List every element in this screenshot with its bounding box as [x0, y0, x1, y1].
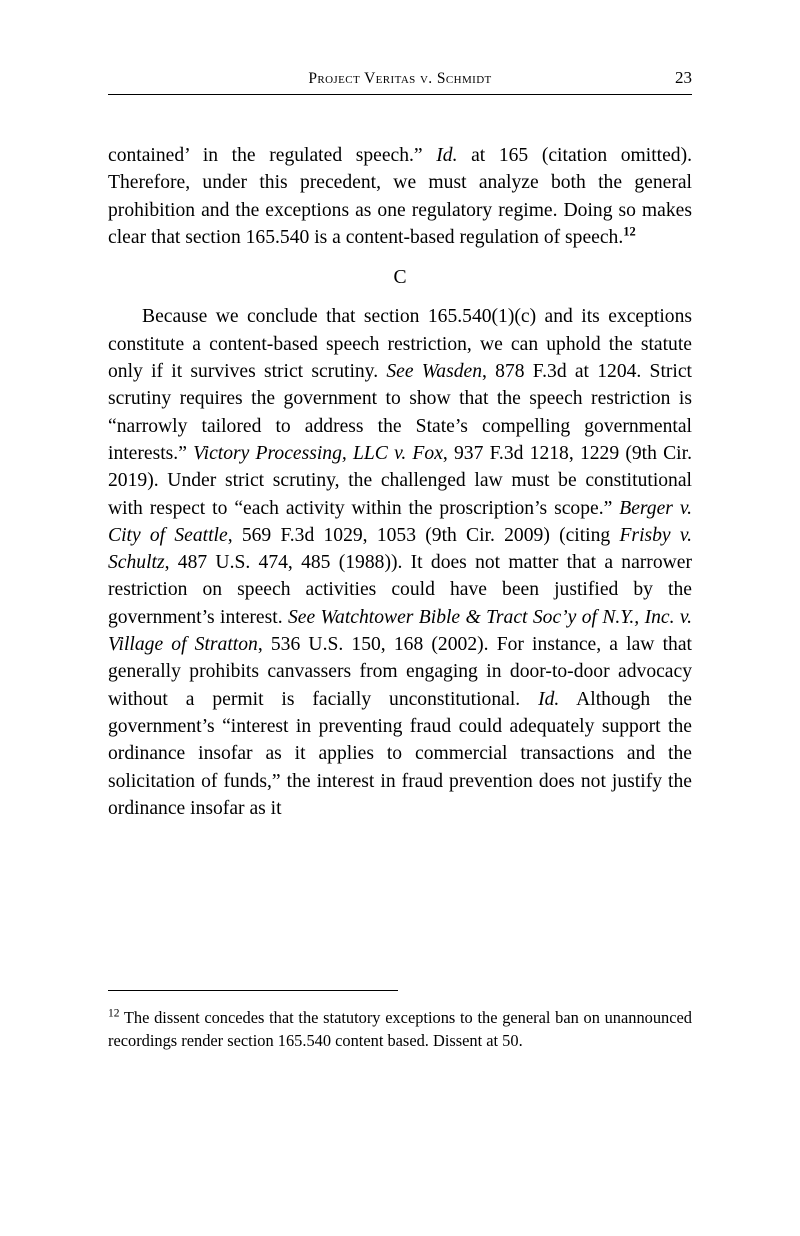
- p2-seg-4: , 569 F.3d 1029, 1053 (9th Cir. 2009) (citing: [227, 524, 620, 546]
- p2-cite-id: Id.: [538, 688, 560, 710]
- section-heading: C: [393, 267, 407, 289]
- footnote-reference-12: 12: [623, 224, 636, 239]
- paragraph-continuation: [108, 142, 692, 251]
- footnote-12: [108, 1007, 692, 1052]
- paragraph-1-italic-id: Id.: [436, 145, 458, 166]
- p2-cite-watchtower: See Watchtower Bible & Tract Soc’y of N.Y., Inc. v. Village of Stratton: [108, 606, 692, 656]
- p2-seg-5: , 487 U.S. 474, 485 (1988)). It does not matter that a narrower restriction on speech activities could have been justified by the government’s interest.: [108, 552, 692, 628]
- footnote-marker-12: 12: [108, 1007, 120, 1020]
- paragraph-1-pre: contained’ in the regulated speech.”: [108, 145, 437, 166]
- p2-seg-1: Because we conclude that section 165.540(1)(c) and its exceptions constitute a content-based speech restriction, we can uphold the statute only if it survives strict scrutiny.: [108, 306, 692, 383]
- p2-cite-wasden: See Wasden: [386, 361, 483, 383]
- paragraph-2: [108, 303, 692, 822]
- page-number: 23: [675, 68, 692, 87]
- p2-cite-victory-processing: Victory Processing, LLC v. Fox: [193, 442, 443, 464]
- page-header-row: [108, 70, 692, 88]
- p2-cite-frisby: Frisby v. Schultz: [108, 524, 692, 574]
- footnote-12-text: The dissent concedes that the statutory exceptions to the general ban on unannounced recordings render section 165.540 content based. Dissent at 50.: [108, 1008, 692, 1050]
- p2-seg-7: Although the government’s “interest in preventing fraud could adequately support the ordinance insofar as it applies to commercial transactions and the solicitation of funds,” the interest in fraud prevention does not justify the ordinance insofar as it: [108, 688, 692, 819]
- header-divider: [108, 94, 692, 95]
- p2-seg-2: , 878 F.3d at 1204. Strict scrutiny requires the government to show that the speech restriction is “narrowly tailored to address the State’s compelling governmental interests.”: [108, 361, 693, 464]
- footnote-area: [108, 990, 692, 1069]
- footnote-divider: [108, 990, 398, 991]
- p2-cite-berger: Berger v. City of Seattle: [108, 497, 692, 546]
- paragraph-1-mid: at 165 (citation omitted). Therefore, under this precedent, we must analyze both the general prohibition and the exceptions as one regulatory regime. Doing so makes clear that section 165.540 is a content-based regulation of speech.: [108, 145, 693, 248]
- body-text: [108, 142, 692, 822]
- page-header: [108, 70, 692, 95]
- p2-seg-6: , 536 U.S. 150, 168 (2002). For instance, a law that generally prohibits canvassers from engaging in door-to-door advocacy without a permit is facially unconstitutional.: [108, 634, 692, 710]
- p2-seg-3: , 937 F.3d 1218, 1229 (9th Cir. 2019). Under strict scrutiny, the challenged law must be constitutional with respect to “each activity within the proscription’s scope.”: [108, 442, 692, 519]
- running-title: Project Veritas v. Schmidt: [308, 70, 492, 87]
